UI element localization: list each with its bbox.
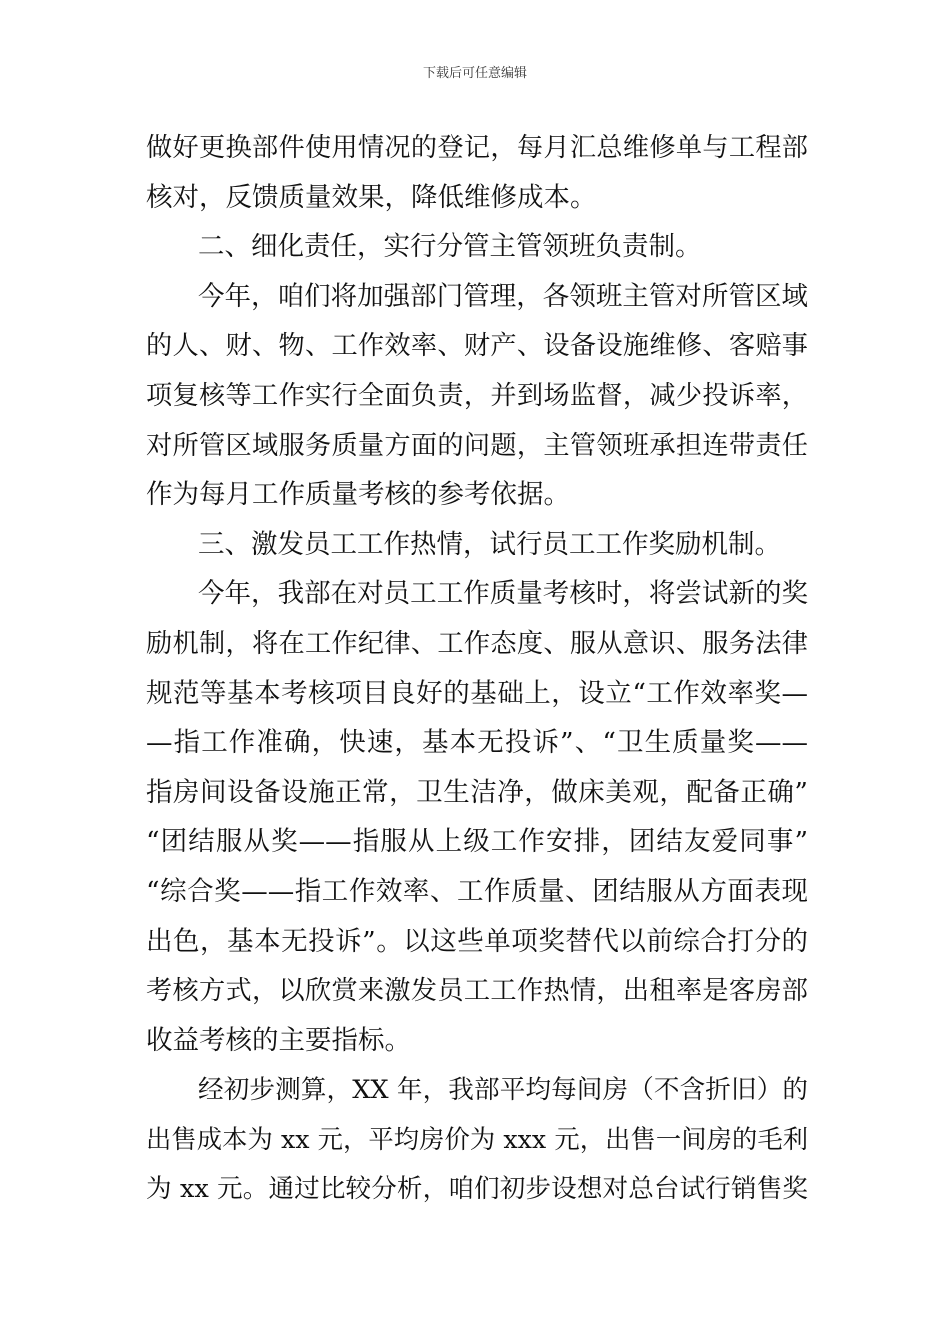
text-line: 经初步测算，XX 年，我部平均每间房（不含折旧）的 — [198, 1075, 808, 1106]
text-line: 做好更换部件使用情况的登记，每月汇总维修单与工程部 — [146, 133, 808, 163]
text-line: 指房间设备设施正常，卫生洁净，做床美观，配备正确” — [146, 776, 808, 808]
text-line: 今年，咱们将加强部门管理，各领班主管对所管区域 — [198, 280, 808, 312]
text-line: “综合奖——指工作效率、工作质量、团结服从方面表现 — [146, 875, 808, 907]
text-line: 出色，基本无投诉”。以这些单项奖替代以前综合打分的 — [146, 925, 808, 957]
document-body — [146, 128, 808, 1219]
text-line: —指工作准确，快速，基本无投诉”、“卫生质量奖—— — [146, 727, 808, 759]
text-line: “团结服从奖——指服从上级工作安排，团结友爱同事” — [146, 826, 808, 858]
text-line: 收益考核的主要指标。 — [146, 1024, 411, 1056]
page-header: 下载后可任意编辑 — [422, 66, 527, 81]
text-line: 对所管区域服务质量方面的问题，主管领班承担连带责任 — [146, 430, 808, 461]
section-heading: 二、细化责任，实行分管主管领班负责制。 — [198, 231, 702, 263]
text-line: 励机制，将在工作纪律、工作态度、服从意识、服务法律 — [146, 628, 808, 659]
text-line: 考核方式，以欣赏来激发员工工作热情，出租率是客房部 — [146, 976, 808, 1007]
text-line: 为 xx 元。通过比较分析，咱们初步设想对总台试行销售奖 — [146, 1174, 808, 1205]
text-line: 规范等基本考核项目良好的基础上，设立“工作效率奖— — [146, 677, 808, 709]
text-line: 项复核等工作实行全面负责，并到场监督，减少投诉率， — [146, 380, 808, 411]
text-line: 作为每月工作质量考核的参考依据。 — [146, 479, 570, 511]
text-line: 的人、财、物、工作效率、财产、设备设施维修、客赔事 — [146, 331, 808, 362]
text-line: 今年，我部在对员工工作质量考核时，将尝试新的奖 — [198, 578, 808, 610]
text-line: 出售成本为 xx 元，平均房价为 xxx 元，出售一间房的毛利 — [146, 1124, 808, 1154]
section-heading: 三、激发员工工作热情，试行员工工作奖励机制。 — [198, 528, 781, 560]
text-line: 核对，反馈质量效果，降低维修成本。 — [146, 181, 597, 213]
